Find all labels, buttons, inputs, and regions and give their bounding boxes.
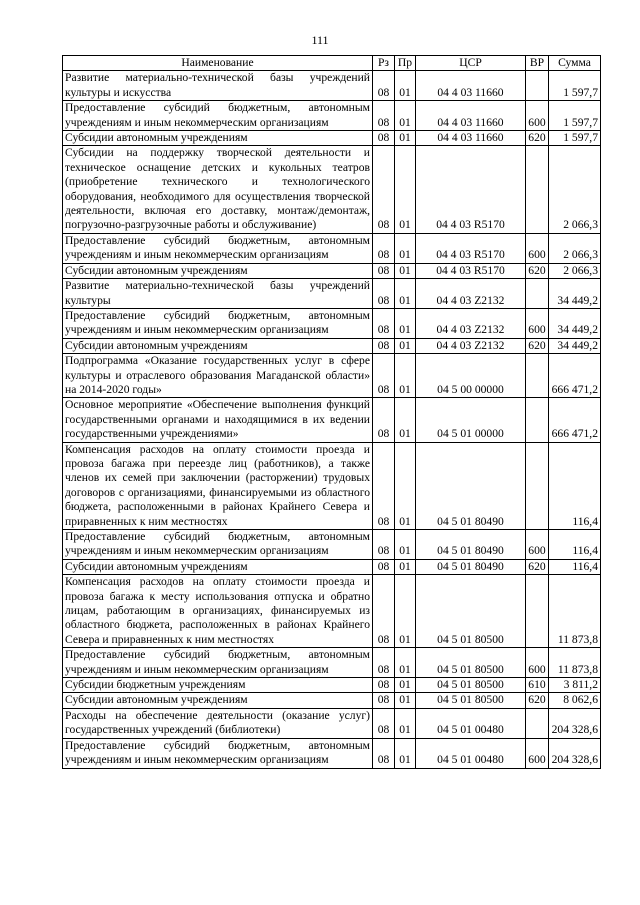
cell-name: Субсидии автономным учреждениям (63, 559, 373, 574)
cell-sum: 3 811,2 (549, 678, 601, 693)
cell-name: Развитие материально-технической базы учреждений культуры (63, 279, 373, 309)
cell-vr (526, 442, 549, 529)
cell-vr (526, 398, 549, 442)
cell-csr: 04 5 01 80500 (416, 575, 526, 648)
cell-name: Подпрограмма «Оказание государственных услуг в сфере культуры и отраслевого образования Магаданской области» на 2014-2020 годы» (63, 354, 373, 398)
cell-csr: 04 5 01 80490 (416, 442, 526, 529)
cell-name: Развитие материально-технической базы учреждений культуры и искусства (63, 71, 373, 101)
cell-csr: 04 5 01 80500 (416, 678, 526, 693)
cell-sum: 34 449,2 (549, 308, 601, 338)
cell-rz: 08 (373, 308, 395, 338)
table-row (63, 354, 601, 398)
cell-sum: 34 449,2 (549, 279, 601, 309)
cell-csr: 04 5 01 80500 (416, 648, 526, 678)
cell-vr: 620 (526, 131, 549, 146)
cell-sum: 34 449,2 (549, 338, 601, 353)
cell-csr: 04 4 03 11660 (416, 101, 526, 131)
cell-sum: 2 066,3 (549, 146, 601, 233)
cell-rz: 08 (373, 338, 395, 353)
cell-rz: 08 (373, 279, 395, 309)
cell-name: Субсидии автономным учреждениям (63, 131, 373, 146)
cell-sum: 1 597,7 (549, 71, 601, 101)
cell-pr: 01 (395, 738, 416, 768)
cell-vr (526, 575, 549, 648)
table-row (63, 233, 601, 263)
cell-sum: 116,4 (549, 530, 601, 560)
cell-name: Предоставление субсидий бюджетным, автономным учреждениям и иным некоммерческим организациям (63, 101, 373, 131)
table-row (63, 263, 601, 278)
cell-name: Предоставление субсидий бюджетным, автономным учреждениям и иным некоммерческим организациям (63, 308, 373, 338)
cell-name: Предоставление субсидий бюджетным, автономным учреждениям и иным некоммерческим организациям (63, 648, 373, 678)
cell-vr (526, 708, 549, 738)
cell-csr: 04 5 01 00480 (416, 738, 526, 768)
header-csr: ЦСР (416, 56, 526, 71)
cell-sum: 2 066,3 (549, 263, 601, 278)
budget-table (62, 55, 601, 769)
table-row (63, 71, 601, 101)
cell-pr: 01 (395, 131, 416, 146)
table-row (63, 338, 601, 353)
cell-rz: 08 (373, 530, 395, 560)
cell-rz: 08 (373, 131, 395, 146)
cell-csr: 04 4 03 Z2132 (416, 338, 526, 353)
cell-name: Субсидии на поддержку творческой деятельности и техническое оснащение детских и кукольных театров (приобретение технического и технологического оборудования, необходимого для осуществления творческой деятельности, включая его доставку, монтаж/демонтаж, погрузочно-разгрузочные работы и обслуживание) (63, 146, 373, 233)
cell-pr: 01 (395, 279, 416, 309)
cell-name: Основное мероприятие «Обеспечение выполнения функций государственными органами и находящимися в их ведении государственными учреждениями» (63, 398, 373, 442)
cell-rz: 08 (373, 648, 395, 678)
cell-csr: 04 5 01 00480 (416, 708, 526, 738)
cell-name: Предоставление субсидий бюджетным, автономным учреждениям и иным некоммерческим организациям (63, 233, 373, 263)
cell-name: Расходы на обеспечение деятельности (оказание услуг) государственных учреждений (библиотеки) (63, 708, 373, 738)
cell-csr: 04 4 03 11660 (416, 131, 526, 146)
cell-vr: 600 (526, 233, 549, 263)
cell-csr: 04 5 01 80490 (416, 559, 526, 574)
cell-rz: 08 (373, 559, 395, 574)
table-row (63, 575, 601, 648)
cell-sum: 2 066,3 (549, 233, 601, 263)
cell-pr: 01 (395, 442, 416, 529)
cell-sum: 666 471,2 (549, 398, 601, 442)
cell-rz: 08 (373, 693, 395, 708)
cell-name: Субсидии автономным учреждениям (63, 693, 373, 708)
cell-pr: 01 (395, 101, 416, 131)
cell-rz: 08 (373, 233, 395, 263)
cell-name: Субсидии бюджетным учреждениям (63, 678, 373, 693)
cell-rz: 08 (373, 678, 395, 693)
cell-name: Компенсация расходов на оплату стоимости проезда и провоза багажа к месту использования отпуска и обратно лицам, работающим в организациях, финансируемых из областного бюджета, расположенных в районах Крайнего Севера и приравненных к ним местностях (63, 575, 373, 648)
table-row (63, 398, 601, 442)
cell-csr: 04 4 03 11660 (416, 71, 526, 101)
cell-pr: 01 (395, 575, 416, 648)
cell-sum: 204 328,6 (549, 738, 601, 768)
cell-pr: 01 (395, 648, 416, 678)
cell-rz: 08 (373, 354, 395, 398)
cell-csr: 04 4 03 Z2132 (416, 279, 526, 309)
header-rz: Рз (373, 56, 395, 71)
cell-vr (526, 279, 549, 309)
cell-pr: 01 (395, 559, 416, 574)
cell-vr (526, 146, 549, 233)
cell-vr: 620 (526, 693, 549, 708)
cell-pr: 01 (395, 233, 416, 263)
cell-vr: 620 (526, 263, 549, 278)
cell-vr (526, 354, 549, 398)
cell-rz: 08 (373, 442, 395, 529)
header-name: Наименование (63, 56, 373, 71)
header-sum: Сумма (549, 56, 601, 71)
cell-pr: 01 (395, 146, 416, 233)
cell-sum: 11 873,8 (549, 575, 601, 648)
cell-vr: 600 (526, 648, 549, 678)
cell-csr: 04 5 01 80500 (416, 693, 526, 708)
cell-sum: 116,4 (549, 559, 601, 574)
table-row (63, 738, 601, 768)
table-header-row (63, 56, 601, 71)
cell-rz: 08 (373, 738, 395, 768)
cell-vr: 600 (526, 101, 549, 131)
cell-pr: 01 (395, 678, 416, 693)
cell-csr: 04 4 03 R5170 (416, 233, 526, 263)
cell-sum: 666 471,2 (549, 354, 601, 398)
cell-vr: 620 (526, 559, 549, 574)
table-row (63, 678, 601, 693)
cell-pr: 01 (395, 354, 416, 398)
table-row (63, 693, 601, 708)
cell-pr: 01 (395, 338, 416, 353)
page-number: 111 (311, 33, 329, 47)
cell-name: Субсидии автономным учреждениям (63, 263, 373, 278)
cell-name: Предоставление субсидий бюджетным, автономным учреждениям и иным некоммерческим организациям (63, 738, 373, 768)
cell-rz: 08 (373, 398, 395, 442)
cell-rz: 08 (373, 575, 395, 648)
cell-pr: 01 (395, 398, 416, 442)
table-row (63, 708, 601, 738)
cell-vr: 610 (526, 678, 549, 693)
table-row (63, 648, 601, 678)
cell-rz: 08 (373, 263, 395, 278)
cell-vr: 600 (526, 530, 549, 560)
cell-vr: 600 (526, 308, 549, 338)
cell-sum: 8 062,6 (549, 693, 601, 708)
cell-csr: 04 4 03 R5170 (416, 263, 526, 278)
cell-pr: 01 (395, 263, 416, 278)
cell-rz: 08 (373, 708, 395, 738)
table-row (63, 131, 601, 146)
cell-name: Компенсация расходов на оплату стоимости проезда и провоза багажа при переезде лиц (работников), а также членов их семей при заключении (расторжении) трудовых договоров с организациями, финансируемыми из областного бюджета, расположенными в районах Крайнего Севера и приравненных к ним местностях (63, 442, 373, 529)
cell-rz: 08 (373, 71, 395, 101)
cell-vr: 600 (526, 738, 549, 768)
cell-vr (526, 71, 549, 101)
table-row (63, 146, 601, 233)
cell-pr: 01 (395, 530, 416, 560)
cell-pr: 01 (395, 693, 416, 708)
table-row (63, 559, 601, 574)
cell-rz: 08 (373, 101, 395, 131)
cell-sum: 116,4 (549, 442, 601, 529)
cell-sum: 11 873,8 (549, 648, 601, 678)
table-row (63, 279, 601, 309)
cell-sum: 1 597,7 (549, 101, 601, 131)
cell-sum: 204 328,6 (549, 708, 601, 738)
table-body (63, 71, 601, 768)
cell-csr: 04 5 01 00000 (416, 398, 526, 442)
table-row (63, 442, 601, 529)
cell-csr: 04 5 01 80490 (416, 530, 526, 560)
cell-csr: 04 4 03 Z2132 (416, 308, 526, 338)
cell-pr: 01 (395, 308, 416, 338)
cell-rz: 08 (373, 146, 395, 233)
cell-name: Предоставление субсидий бюджетным, автономным учреждениям и иным некоммерческим организациям (63, 530, 373, 560)
table-row (63, 308, 601, 338)
header-pr: Пр (395, 56, 416, 71)
table-row (63, 530, 601, 560)
cell-csr: 04 4 03 R5170 (416, 146, 526, 233)
table-row (63, 101, 601, 131)
cell-pr: 01 (395, 708, 416, 738)
cell-csr: 04 5 00 00000 (416, 354, 526, 398)
cell-vr: 620 (526, 338, 549, 353)
cell-name: Субсидии автономным учреждениям (63, 338, 373, 353)
cell-sum: 1 597,7 (549, 131, 601, 146)
cell-pr: 01 (395, 71, 416, 101)
header-vr: ВР (526, 56, 549, 71)
